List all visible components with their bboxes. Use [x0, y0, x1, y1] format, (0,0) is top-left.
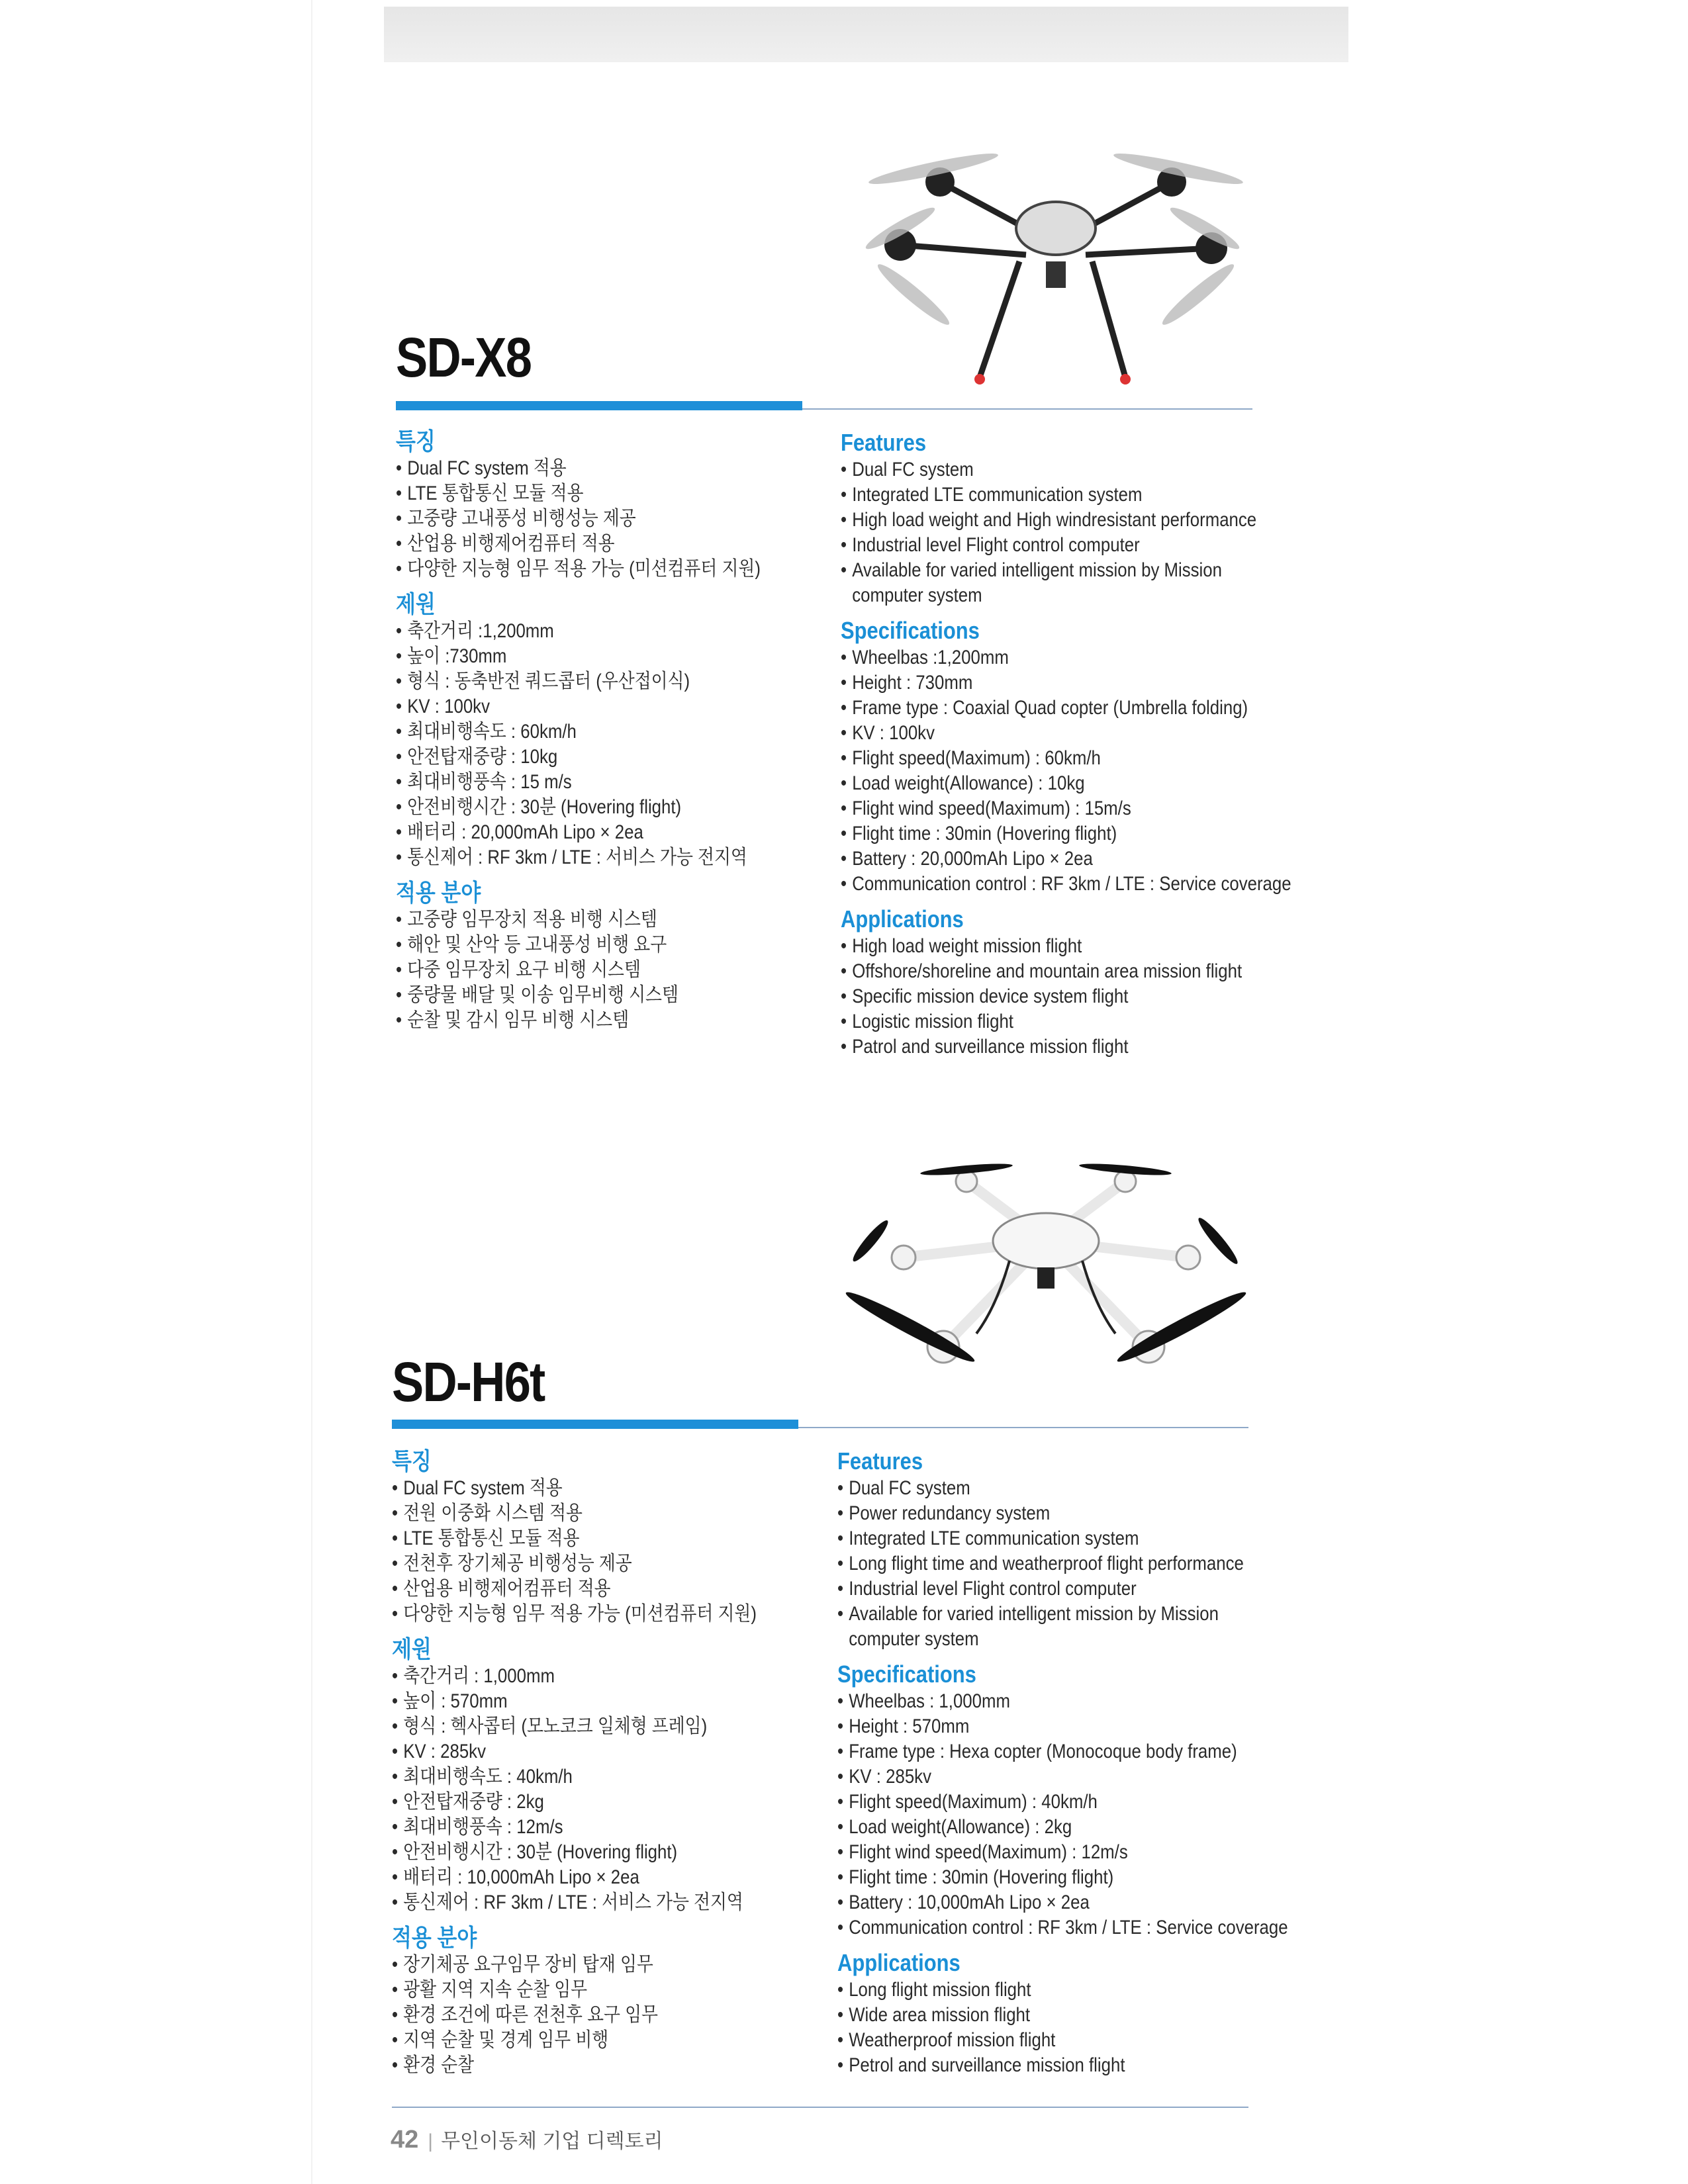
list-item: • Available for varied intelligent mission by Mission — [841, 558, 1274, 583]
sd-x8-korean-column — [396, 427, 829, 1041]
applications-list — [392, 1952, 825, 2078]
list-item: • Logistic mission flight — [841, 1009, 1274, 1034]
list-item: • Height : 730mm — [841, 670, 1274, 696]
list-item: • 배터리 : 10,000mAh Lipo × 2ea — [392, 1865, 825, 1890]
divider — [798, 1427, 1248, 1428]
section-heading: 적용 분야 — [396, 879, 481, 906]
list-item: • Flight time : 30min (Hovering flight) — [837, 1865, 1270, 1890]
list-item: • Offshore/shoreline and mountain area mission flight — [841, 959, 1274, 984]
list-item: • 안전탑재중량 : 10kg — [396, 745, 829, 770]
features-list — [392, 1476, 825, 1627]
list-item: • 높이 :730mm — [396, 644, 829, 669]
divider — [802, 408, 1252, 410]
section-heading: Applications — [841, 905, 964, 933]
list-item: • 고중량 임무장치 적용 비행 시스템 — [396, 907, 829, 933]
footer — [391, 2124, 663, 2154]
list-item: • Flight wind speed(Maximum) : 12m/s — [837, 1840, 1270, 1865]
features-list — [837, 1476, 1270, 1652]
list-item: • Weatherproof mission flight — [837, 2028, 1270, 2053]
list-item: • 최대비행속도 : 40km/h — [392, 1764, 825, 1790]
footer-separator: | — [428, 2130, 434, 2152]
list-item: • Load weight(Allowance) : 10kg — [841, 771, 1274, 796]
sd-h6t-english-column — [837, 1447, 1288, 2086]
list-item: • Patrol and surveillance mission flight — [841, 1034, 1274, 1060]
list-item: • KV : 285kv — [837, 1764, 1270, 1790]
list-item: • Industrial level Flight control computer — [841, 533, 1274, 558]
list-item: • Integrated LTE communication system — [837, 1526, 1270, 1551]
list-item: • 장기체공 요구임무 장비 탑재 임무 — [392, 1952, 825, 1978]
features-list — [396, 456, 829, 582]
list-item: • Battery : 10,000mAh Lipo × 2ea — [837, 1890, 1270, 1915]
section-heading: 제원 — [396, 590, 436, 617]
section-heading: 제원 — [392, 1635, 432, 1662]
list-item-continuation: computer system — [852, 584, 982, 606]
list-item: • Frame type : Hexa copter (Monocoque body frame) — [837, 1739, 1270, 1764]
list-item: • Integrated LTE communication system — [841, 482, 1274, 508]
list-item: • 전천후 장기체공 비행성능 제공 — [392, 1551, 825, 1576]
list-item: • 안전탑재중량 : 2kg — [392, 1790, 825, 1815]
list-item: • Dual FC system 적용 — [396, 456, 829, 481]
list-item: • 지역 순찰 및 경계 임무 비행 — [392, 2028, 825, 2053]
list-item: • Dual FC system 적용 — [392, 1476, 825, 1501]
list-item: • Frame type : Coaxial Quad copter (Umbrella folding) — [841, 696, 1274, 721]
specs-list — [396, 619, 829, 870]
list-item: • 고중량 고내풍성 비행성능 제공 — [396, 506, 829, 531]
list-item: • Flight wind speed(Maximum) : 15m/s — [841, 796, 1274, 821]
list-item: • 통신제어 : RF 3km / LTE : 서비스 가능 전지역 — [392, 1890, 825, 1915]
list-item: • 통신제어 : RF 3km / LTE : 서비스 가능 전지역 — [396, 845, 829, 870]
list-item: • Flight speed(Maximum) : 60km/h — [841, 746, 1274, 771]
list-item: • Wide area mission flight — [837, 2003, 1270, 2028]
list-item: • 전원 이중화 시스템 적용 — [392, 1501, 825, 1526]
list-item: • KV : 100kv — [396, 694, 829, 719]
list-item: • 높이 : 570mm — [392, 1689, 825, 1714]
list-item: • 형식 : 동축반전 쿼드콥터 (우산접이식) — [396, 669, 829, 694]
list-item: • Wheelbas :1,200mm — [841, 645, 1274, 670]
list-item: • Flight time : 30min (Hovering flight) — [841, 821, 1274, 846]
applications-list — [396, 907, 829, 1033]
section-heading: Specifications — [837, 1661, 976, 1688]
specs-list — [837, 1689, 1288, 1940]
list-item: • Dual FC system — [837, 1476, 1270, 1501]
list-item: • 안전비행시간 : 30분 (Hovering flight) — [392, 1840, 825, 1865]
list-item: • 최대비행풍속 : 15 m/s — [396, 770, 829, 795]
list-item: • Petrol and surveillance mission flight — [837, 2053, 1270, 2078]
applications-list — [837, 1978, 1270, 2078]
product-title: SD-X8 — [396, 326, 532, 388]
list-item: • High load weight and High windresistant performance — [841, 508, 1274, 533]
list-item: • 다양한 지능형 임무 적용 가능 (미션컴퓨터 지원) — [392, 1602, 825, 1627]
list-item: • Load weight(Allowance) : 2kg — [837, 1815, 1270, 1840]
list-item: • Power redundancy system — [837, 1501, 1270, 1526]
features-list — [841, 457, 1274, 608]
list-item: • LTE 통합통신 모듈 적용 — [396, 481, 829, 506]
list-item: • 최대비행풍속 : 12m/s — [392, 1815, 825, 1840]
list-item: • KV : 100kv — [841, 721, 1274, 746]
list-item: • 광활 지역 지속 순찰 임무 — [392, 1978, 825, 2003]
list-item: • Communication control : RF 3km / LTE : Service coverage — [841, 872, 1274, 897]
title-accent-bar — [392, 1420, 798, 1429]
list-item: • 중량물 배달 및 이송 임무비행 시스템 — [396, 983, 829, 1008]
page-number: 42 — [391, 2126, 419, 2154]
list-item: • LTE 통합통신 모듈 적용 — [392, 1526, 825, 1551]
title-accent-bar — [396, 401, 802, 410]
list-item: • 다양한 지능형 임무 적용 가능 (미션컴퓨터 지원) — [396, 557, 829, 582]
product-title: SD-H6t — [392, 1351, 545, 1413]
list-item: • 산업용 비행제어컴퓨터 적용 — [392, 1576, 825, 1602]
list-item-continuation: computer system — [849, 1628, 979, 1650]
sd-x8-drone-image — [861, 129, 1251, 390]
footer-divider — [392, 2107, 1248, 2108]
list-item: • 다중 임무장치 요구 비행 시스템 — [396, 958, 829, 983]
list-item: • 안전비행시간 : 30분 (Hovering flight) — [396, 795, 829, 820]
list-item: • Specific mission device system flight — [841, 984, 1274, 1009]
list-item: • Height : 570mm — [837, 1714, 1270, 1739]
list-item: • 최대비행속도 : 60km/h — [396, 719, 829, 745]
section-heading: Features — [837, 1447, 923, 1475]
sd-x8-english-column — [841, 428, 1291, 1068]
list-item: • KV : 285kv — [392, 1739, 825, 1764]
list-item: • 축간거리 :1,200mm — [396, 619, 829, 644]
publication-title: 무인이동체 기업 디렉토리 — [441, 2130, 663, 2152]
list-item: • Communication control : RF 3km / LTE : Service coverage — [837, 1915, 1270, 1940]
list-item: • Battery : 20,000mAh Lipo × 2ea — [841, 846, 1274, 872]
list-item: • Long flight mission flight — [837, 1978, 1270, 2003]
specs-list — [841, 645, 1291, 897]
list-item: • 환경 순찰 — [392, 2053, 825, 2078]
section-heading: 적용 분야 — [392, 1924, 477, 1951]
section-heading: Applications — [837, 1949, 961, 1976]
list-item: • 형식 : 헥사콥터 (모노코크 일체형 프레임) — [392, 1714, 825, 1739]
header-band — [384, 7, 1348, 62]
list-item: • Wheelbas : 1,000mm — [837, 1689, 1270, 1714]
applications-list — [841, 934, 1274, 1060]
section-heading: 특징 — [392, 1447, 432, 1475]
list-item: • 해안 및 산악 등 고내풍성 비행 요구 — [396, 933, 829, 958]
list-item: • Long flight time and weatherproof flight performance — [837, 1551, 1270, 1576]
section-heading: Features — [841, 429, 927, 456]
list-item: • 축간거리 : 1,000mm — [392, 1664, 825, 1689]
page-edge — [311, 0, 312, 2184]
list-item: • 산업용 비행제어컴퓨터 적용 — [396, 531, 829, 557]
sd-h6t-drone-image — [844, 1135, 1248, 1413]
list-item: • Industrial level Flight control computer — [837, 1576, 1270, 1602]
list-item: • Flight speed(Maximum) : 40km/h — [837, 1790, 1270, 1815]
sd-h6t-korean-column — [392, 1447, 825, 2086]
specs-list — [392, 1664, 825, 1915]
list-item: • High load weight mission flight — [841, 934, 1274, 959]
list-item: • 배터리 : 20,000mAh Lipo × 2ea — [396, 820, 829, 845]
list-item: • Available for varied intelligent mission by Mission — [837, 1602, 1270, 1627]
list-item: • 순찰 및 감시 임무 비행 시스템 — [396, 1008, 829, 1033]
list-item: • 환경 조건에 따른 전천후 요구 임무 — [392, 2003, 825, 2028]
section-heading: Specifications — [841, 617, 980, 644]
section-heading: 특징 — [396, 428, 436, 455]
list-item: • Dual FC system — [841, 457, 1274, 482]
